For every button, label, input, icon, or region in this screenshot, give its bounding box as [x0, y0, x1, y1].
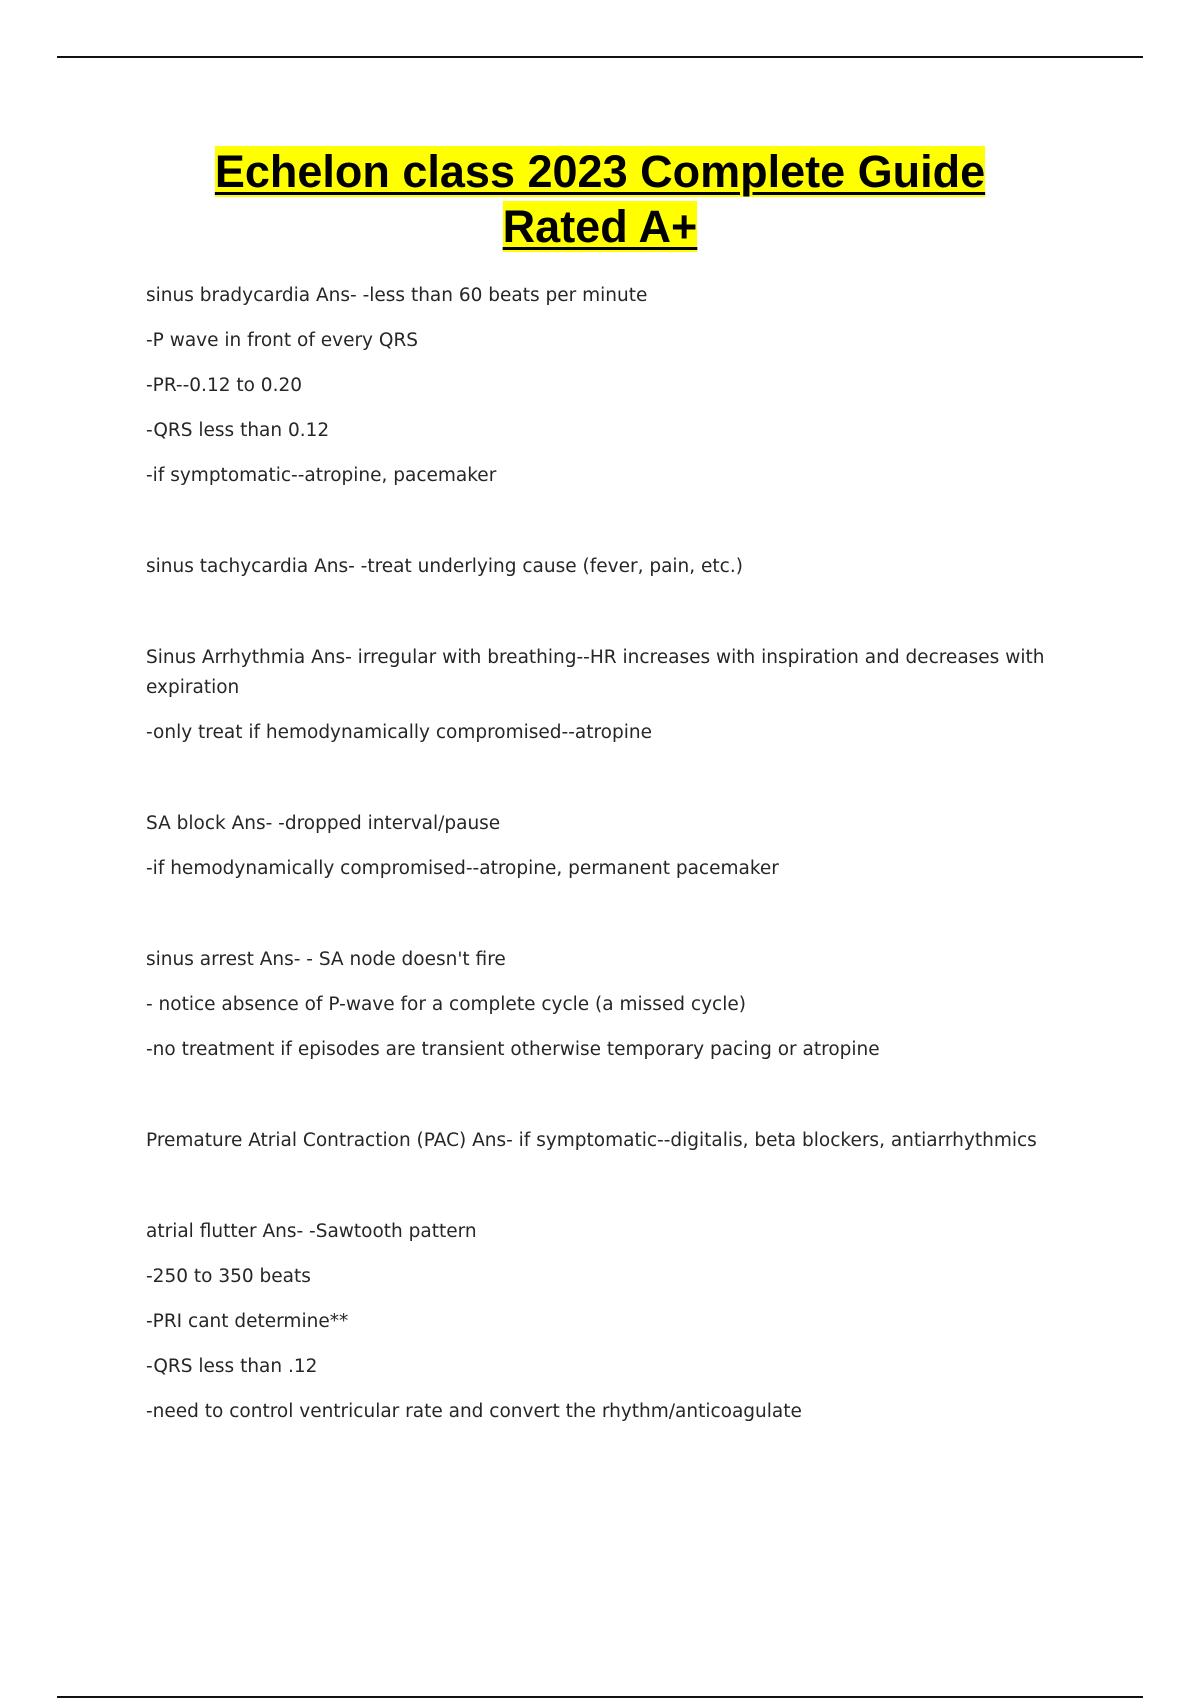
document-body	[146, 281, 1051, 1427]
entry-question-line: Sinus Arrhythmia Ans- irregular with breathing--HR increases with inspiration and decreases with expiration	[146, 647, 1051, 698]
document-title	[0, 144, 1200, 254]
entry-answer-line: -if hemodynamically compromised--atropine, permanent pacemaker	[146, 858, 779, 879]
entry-question-line: sinus tachycardia Ans- -treat underlying cause (fever, pain, etc.)	[146, 556, 743, 577]
qa-entry	[146, 1217, 1046, 1427]
title-line-2: Rated A+	[502, 201, 698, 252]
entry-answer-line: -PR--0.12 to 0.20	[146, 375, 303, 396]
entry-answer-line: -P wave in front of every QRS	[146, 330, 419, 351]
entry-question-line: sinus bradycardia Ans- -less than 60 beats per minute	[146, 285, 648, 306]
entry-answer-line: -only treat if hemodynamically compromised--atropine	[146, 722, 652, 743]
qa-entry	[146, 643, 1051, 748]
qa-entry	[146, 281, 1046, 491]
entry-question-line: SA block Ans- -dropped interval/pause	[146, 813, 501, 834]
title-line-1: Echelon class 2023 Complete Guide	[214, 146, 986, 197]
entry-question-line: Premature Atrial Contraction (PAC) Ans- if symptomatic--digitalis, beta blockers, antiarrhythmics	[146, 1130, 1037, 1151]
top-rule	[57, 56, 1143, 58]
entry-answer-line: -PRI cant determine**	[146, 1311, 349, 1332]
entry-answer-line: -QRS less than 0.12	[146, 420, 330, 441]
entry-answer-line: - notice absence of P-wave for a complete cycle (a missed cycle)	[146, 994, 746, 1015]
entry-answer-line: -250 to 350 beats	[146, 1266, 311, 1287]
qa-entry	[146, 945, 1046, 1065]
qa-entry	[146, 552, 1046, 582]
entry-answer-line: -no treatment if episodes are transient otherwise temporary pacing or atropine	[146, 1039, 880, 1060]
qa-entry	[146, 1126, 1046, 1156]
entry-answer-line: -need to control ventricular rate and convert the rhythm/anticoagulate	[146, 1401, 802, 1422]
entry-answer-line: -QRS less than .12	[146, 1356, 318, 1377]
bottom-rule	[57, 1696, 1143, 1698]
entry-answer-line: -if symptomatic--atropine, pacemaker	[146, 465, 497, 486]
qa-entry	[146, 809, 1046, 884]
entry-question-line: atrial flutter Ans- -Sawtooth pattern	[146, 1221, 477, 1242]
entry-question-line: sinus arrest Ans- - SA node doesn't fire	[146, 949, 506, 970]
